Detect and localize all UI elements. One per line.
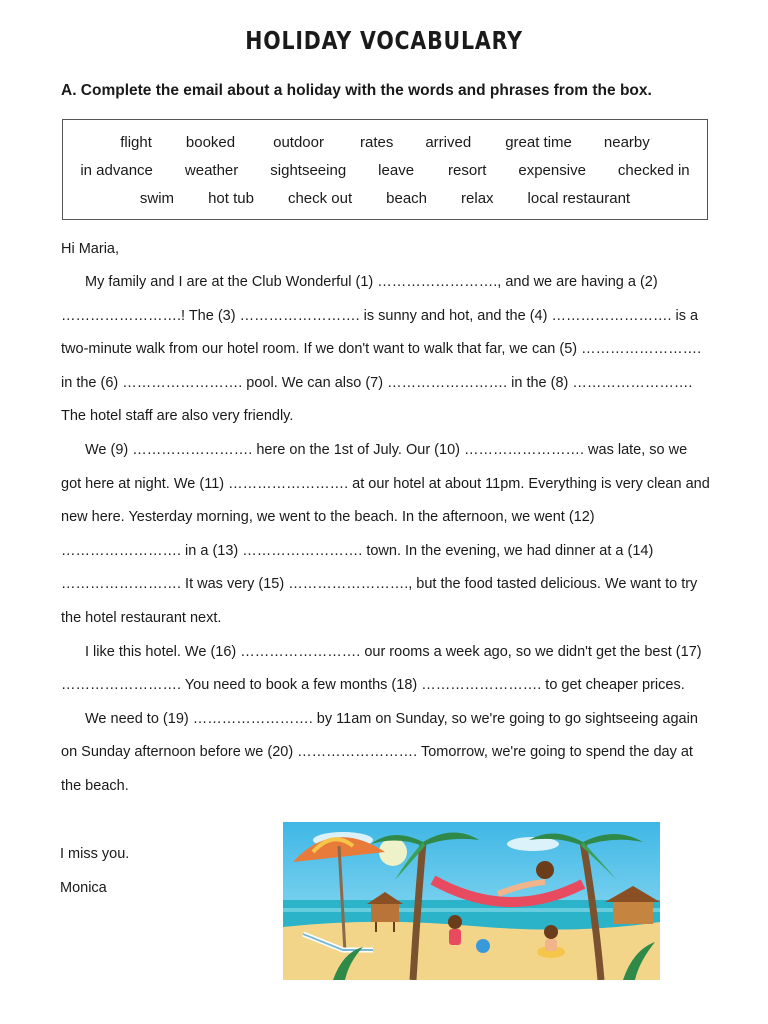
child-icon	[448, 915, 462, 945]
email-paragraph-1: My family and I are at the Club Wonderful (1) ……………………., and we are having a (2) …………………….! The (3) ……………………. is sunny and hot, and the (4) ……………………. is a two-minute walk from our hotel room. If we don't want to walk that far, we can (5) ……………………. in the (6) ……………………. pool. We can also (7) ……………………. in the (8) ……………………. The hotel staff are also very friendly.	[61, 274, 702, 425]
word-box	[62, 119, 708, 220]
word-weather: weather	[184, 162, 239, 179]
word-rates: rates	[359, 134, 394, 151]
beach-scene-svg	[283, 822, 660, 980]
word-in-advance: in advance	[80, 162, 153, 179]
word-great-time: great time	[505, 134, 572, 151]
word-local-restaurant: local restaurant	[527, 190, 631, 207]
exercise-instruction: A. Complete the email about a holiday with the words and phrases from the box.	[61, 82, 652, 99]
word-expensive: expensive	[518, 162, 586, 179]
word-sightseeing: sightseeing	[270, 162, 347, 179]
word-resort: resort	[448, 162, 487, 179]
email-paragraph-2: We (9) ……………………. here on the 1st of July. Our (10) ……………………. was late, so we got here at night. We (11) ……………………. at our hotel at about 11pm. Everything is very clean and new here. Yesterday morning, we went to the beach. In the afternoon, we went (12) ……………………. in a (13) ……………………. town. In the evening, we had dinner at a (14) ……………………. It was very (15) ……………………., but the food tasted delicious. We want to try the hotel restaurant next.	[61, 441, 710, 626]
page-title: HOLIDAY VOCABULARY	[245, 26, 523, 55]
word-check-out: check out	[287, 190, 353, 207]
beach-ball-icon	[476, 939, 490, 953]
email-signature: Monica	[60, 880, 107, 896]
word-nearby: nearby	[603, 134, 650, 151]
word-relax: relax	[461, 190, 494, 207]
email-closing: I miss you.	[60, 846, 130, 862]
word-swim: swim	[139, 190, 175, 207]
beach-illustration	[283, 822, 660, 980]
word-hot-tub: hot tub	[208, 190, 254, 207]
word-checked-in: checked in	[617, 162, 690, 179]
word-box-row-3	[63, 190, 707, 207]
email-paragraph-4: We need to (19) ……………………. by 11am on Sunday, so we're going to go sightseeing again on Sunday afternoon before we (20) ……………………. Tomorrow, we're going to spend the day at the beach.	[61, 710, 698, 794]
word-leave: leave	[378, 162, 415, 179]
email-paragraph-3: I like this hotel. We (16) ……………………. our rooms a week ago, so we didn't get the best (17) ……………………. You need to book a few months (18) ……………………. to get cheaper prices.	[61, 643, 702, 694]
email-body	[61, 266, 711, 804]
word-flight: flight	[120, 134, 152, 151]
word-outdoor: outdoor	[273, 134, 324, 151]
word-booked: booked	[185, 134, 236, 151]
word-box-row-1	[63, 134, 707, 151]
word-arrived: arrived	[425, 134, 472, 151]
word-beach: beach	[386, 190, 428, 207]
word-box-row-2	[63, 162, 707, 179]
email-greeting: Hi Maria,	[61, 241, 120, 257]
